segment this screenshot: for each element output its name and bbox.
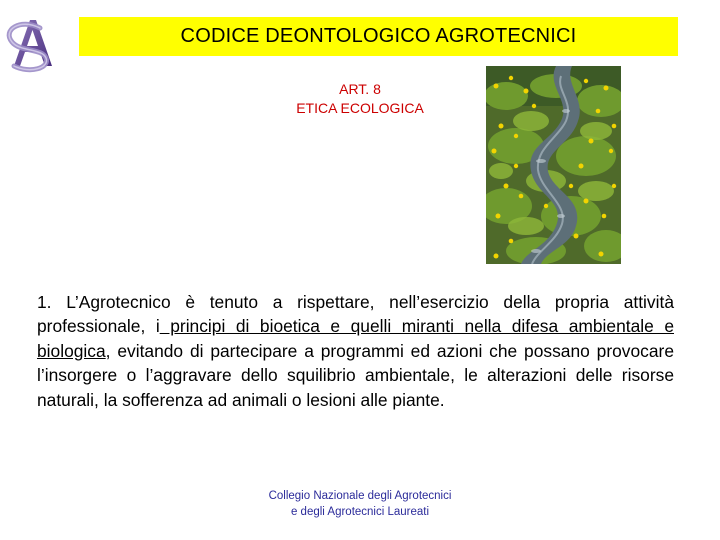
article-number: ART. 8 <box>339 81 381 97</box>
footer-line-2: e degli Agrotecnici Laureati <box>290 506 430 518</box>
paragraph-rest: , evitando di partecipare a programmi ed azioni che possano provocare l’insorgere o l’aggravare dello squilibrio ambientale, le alterazioni delle risorse naturali, la sofferenza ad animali o lesioni alle piante. <box>37 340 674 410</box>
paragraph-underlined: principi di bioetica e quelli miranti nella difesa ambientale e biologica <box>37 316 674 361</box>
stream-meadow-photo <box>486 66 621 264</box>
footer <box>240 488 480 520</box>
article-paragraph <box>37 290 674 412</box>
footer-line-1: Collegio Nazionale degli Agrotecnici <box>268 490 452 502</box>
paragraph-intro: 1. L’Agrotecnico è tenuto a rispettare, nell’esercizio della propria attività professionale, i <box>37 292 674 337</box>
collegio-logo <box>0 14 64 74</box>
article-title: ETICA ECOLOGICA <box>296 100 424 116</box>
article-heading <box>280 80 440 118</box>
slide-title: CODICE DEONTOLOGICO AGROTECNICI <box>180 25 577 47</box>
title-bar <box>79 17 678 56</box>
